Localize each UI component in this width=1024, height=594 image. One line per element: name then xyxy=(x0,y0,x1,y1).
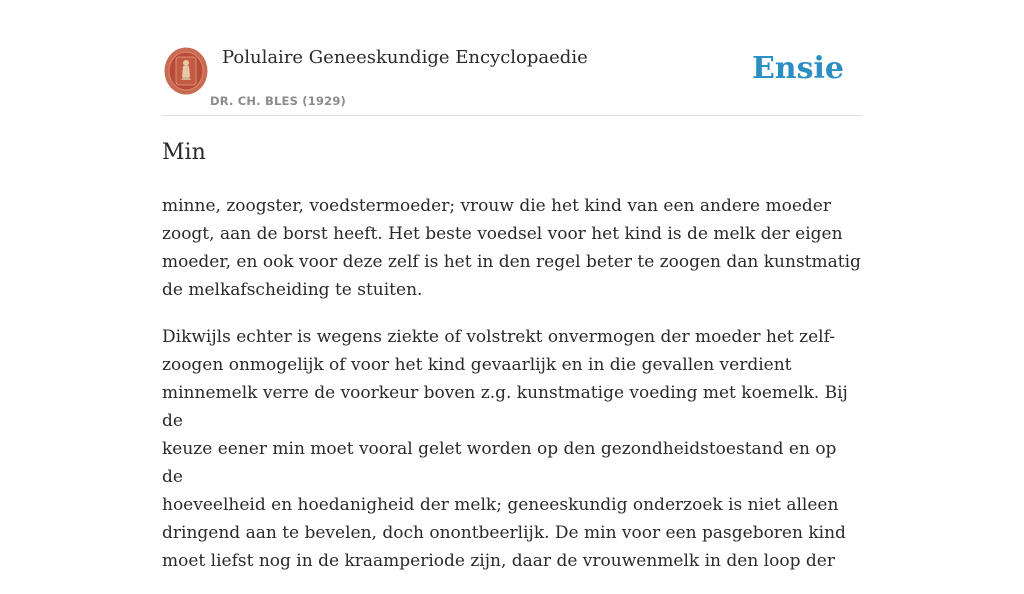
book-cover-icon[interactable] xyxy=(164,47,208,95)
brand-logo-link[interactable]: Ensie xyxy=(751,51,844,86)
entry-paragraph: minne, zoogster, voedstermoeder; vrouw die het kind van een andere moeder zoogt, aan de borst heeft. Het beste voedsel voor het kind is de melk der eigen moeder, en ook voor deze zelf is het in den regel beter te zoogen dan kunstmatig de melkafscheiding te stuiten. xyxy=(162,196,861,300)
entry-paragraph: Dikwijls echter is wegens ziekte of volstrekt onvermogen der moeder het zelf- zoogen onmogelijk of voor het kind gevaarlijk en in die gevallen verdient minnemelk verre de voorkeur boven z.g. kunstmatige voeding met koemelk. Bij de keuze eener min moet vooral gelet worden op den gezondheidstoestand en op de hoeveelheid en hoedanigheid der melk; geneeskundig onderzoek is niet alleen dringend aan te bevelen, doch onontbeerlijk. De min voor een pasgeboren kind moet liefst nog in de kraamperiode zijn, daar de vrouwenmelk in den loop der xyxy=(162,327,848,571)
entry-title: Min xyxy=(162,140,206,165)
header xyxy=(162,40,862,116)
book-title[interactable]: Polulaire Geneeskundige Encyclopaedie xyxy=(222,47,588,68)
book-author: DR. CH. BLES (1929) xyxy=(210,94,346,108)
entry-body xyxy=(162,192,862,594)
book-cover-graphic xyxy=(164,47,208,95)
